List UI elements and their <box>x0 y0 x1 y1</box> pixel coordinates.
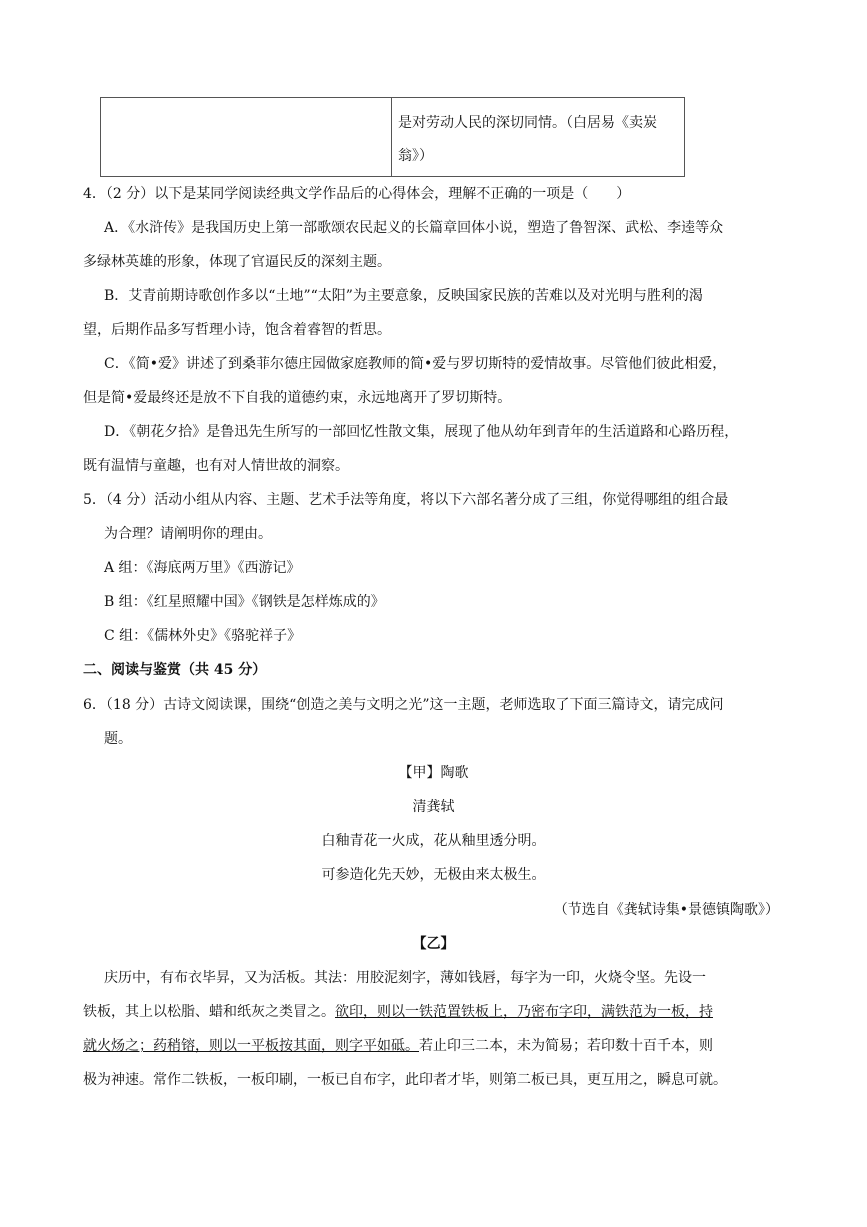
poem-source: （节选自《龚轼诗集•景德镇陶歌》） <box>553 902 779 918</box>
passage-line <box>83 1002 713 1022</box>
q4-option-b-line1: B．艾青前期诗歌创作多以“土地”“太阳”为主要意象，反映国家民族的苦难以及对光明与胜利的渴 <box>104 288 703 304</box>
q4-option-a-line2: 多绿林英雄的形象，体现了官逼民反的深刻主题。 <box>83 254 391 270</box>
table-fragment <box>100 97 685 177</box>
poem-title: 【甲】陶歌 <box>398 765 469 781</box>
passage-yi-title: 【乙】 <box>412 936 455 952</box>
q5-group-a: A 组：《海底两万里》《西游记》 <box>104 560 301 576</box>
passage-line: 庆历中，有布衣毕昇，又为活板。其法：用胶泥刻字，薄如钱唇，每字为一印，火烧令坚。先设一 <box>104 970 706 986</box>
question-6-stem-line1: 6．（18 分）古诗文阅读课，围绕“创造之美与文明之光”这一主题，老师选取了下面三篇诗文，请完成问 <box>83 697 724 713</box>
underlined-text: 就火炀之；药稍镕，则以一平板按其面，则字平如砥。 <box>83 1038 419 1054</box>
question-5-stem-line1: 5．（4 分）活动小组从内容、主题、艺术手法等角度，将以下六部名著分成了三组，你觉得哪组的组合最 <box>83 492 729 508</box>
table-cell-text-line: 翁》） <box>398 148 433 164</box>
table-cell-right <box>392 98 685 177</box>
q4-option-c-line2: 但是简•爱最终还是放不下自我的道德约束，永远地离开了罗切斯特。 <box>83 390 512 406</box>
table-cell-text-line: 是对劳动人民的深切同情。（白居易《卖炭 <box>398 115 657 131</box>
q4-option-d-line1: D．《朝花夕拾》是鲁迅先生所写的一部回忆性散文集，展现了他从幼年到青年的生活道路和心路历程， <box>104 424 739 440</box>
section-heading: 二、阅读与鉴赏（共 45 分） <box>83 662 267 678</box>
q5-group-c: C 组：《儒林外史》《骆驼祥子》 <box>104 628 302 644</box>
q4-option-c-line1: C．《简•爱》讲述了到桑菲尔德庄园做家庭教师的简•爱与罗切斯特的爱情故事。尽管他们彼此相爱， <box>104 356 727 372</box>
table-cell-left <box>101 98 392 177</box>
q4-option-b-line2: 望，后期作品多写哲理小诗，饱含着睿智的哲思。 <box>83 322 391 338</box>
passage-text: 铁板，其上以松脂、蜡和纸灰之类冒之。 <box>83 1004 335 1020</box>
question-5-stem-line2: 为合理？请阐明你的理由。 <box>104 526 272 542</box>
poem-line: 可参造化先天妙，无极由来太极生。 <box>321 867 546 883</box>
q4-option-a-line1: A．《水浒传》是我国历史上第一部歌颂农民起义的长篇章回体小说，塑造了鲁智深、武松、李逵等众 <box>104 220 724 236</box>
poem-author: 清龚轼 <box>412 799 455 815</box>
question-4-stem: 4．（2 分）以下是某同学阅读经典文学作品后的心得体会，理解不正确的一项是（ ） <box>83 186 631 202</box>
q5-group-b: B 组：《红星照耀中国》《钢铁是怎样炼成的》 <box>104 594 385 610</box>
underlined-text: 欲印，则以一铁范置铁板上，乃密布字印，满铁范为一板，持 <box>335 1004 713 1020</box>
q4-option-d-line2: 既有温情与童趣，也有对人情世故的洞察。 <box>83 458 349 474</box>
poem-line: 白釉青花一火成，花从釉里透分明。 <box>321 833 546 849</box>
passage-line: 极为神速。常作二铁板，一板印刷，一板已自布字，此印者才毕，则第二板已具，更互用之，瞬息可就。 <box>83 1072 727 1088</box>
question-6-stem-line2: 题。 <box>104 731 132 747</box>
passage-text: 若止印三二本，未为简易；若印数十百千本，则 <box>419 1038 713 1054</box>
passage-line <box>83 1036 713 1056</box>
